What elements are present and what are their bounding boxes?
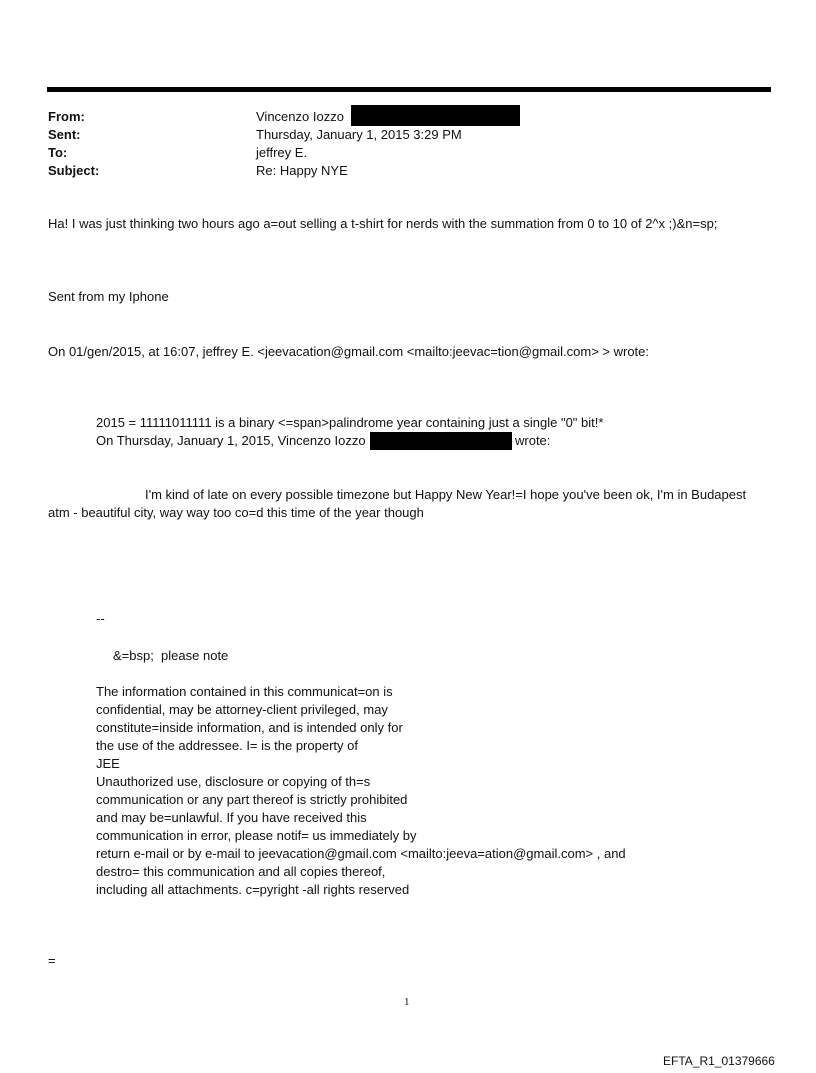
redaction-box [370,432,512,450]
header-rule [47,87,771,92]
disclaimer-line: communication in error, please notif= us immediately by [96,828,417,843]
disclaimer-line: confidential, may be attorney-client privileged, may [96,702,388,717]
quoted-line: 2015 = 11111011111 is a binary <=span>palindrome year containing just a single "0" bit!* [96,415,604,430]
please-note: &=bsp; please note [113,648,229,663]
from-label: From: [48,109,85,124]
redaction-box [351,105,520,126]
quoted-line-suffix: wrote: [515,433,551,448]
to-value: jeffrey E. [256,145,308,160]
nested-line: atm - beautiful city, way way too co=d this time of the year though [48,505,424,520]
from-value: Vincenzo Iozzo [256,109,344,124]
disclaimer-line: destro= this communication and all copies thereof, [96,864,386,879]
sent-value: Thursday, January 1, 2015 3:29 PM [256,127,462,142]
disclaimer-line: constitute=inside information, and is intended only for [96,720,403,735]
disclaimer-line: JEE [96,756,120,771]
trailing-equals: = [48,953,56,968]
reply-line: Ha! I was just thinking two hours ago a=out selling a t-shirt for nerds with the summation from 0 to 10 of 2^x ;)&n=sp; [48,216,718,231]
signature-dashes: -- [96,611,105,626]
disclaimer-line: return e-mail or by e-mail to jeevacation@gmail.com <mailto:jeeva=ation@gmail.com> , and [96,846,626,861]
to-label: To: [48,145,68,160]
subject-label: Subject: [48,163,100,178]
disclaimer-line: including all attachments. c=pyright -all rights reserved [96,882,410,897]
disclaimer-line: The information contained in this communicat=on is [96,684,393,699]
disclaimer-line: and may be=unlawful. If you have received this [96,810,367,825]
disclaimer-line: Unauthorized use, disclosure or copying of th=s [96,774,371,789]
sent-label: Sent: [48,127,81,142]
bates-number: EFTA_R1_01379666 [663,1054,775,1068]
quoted-line-prefix: On Thursday, January 1, 2015, Vincenzo Iozzo [96,433,366,448]
nested-line: I'm kind of late on every possible timezone but Happy New Year!=I hope you've been ok, I'm in Budapest [145,487,747,502]
disclaimer-line: the use of the addressee. I= is the property of [96,738,358,753]
quote-header: On 01/gen/2015, at 16:07, jeffrey E. <jeevacation@gmail.com <mailto:jeevac=tion@gmail.com> > wrote: [48,344,650,359]
subject-value: Re: Happy NYE [256,163,348,178]
page-number: 1 [404,996,410,1008]
signature: Sent from my Iphone [48,289,169,304]
disclaimer-line: communication or any part thereof is strictly prohibited [96,792,408,807]
